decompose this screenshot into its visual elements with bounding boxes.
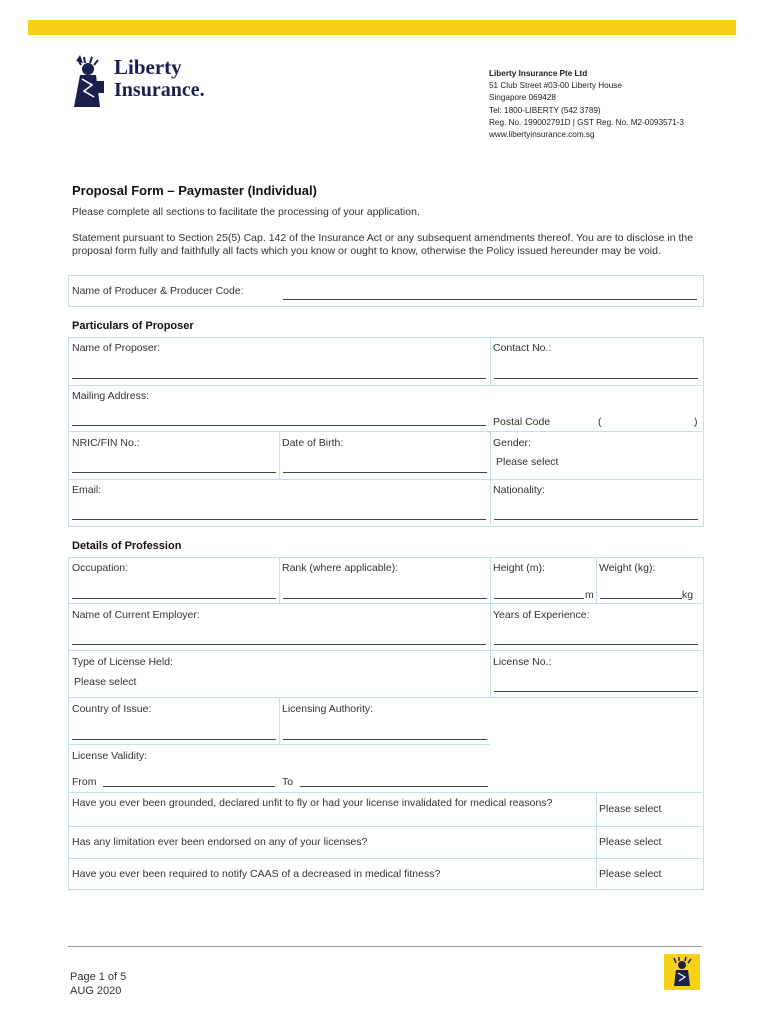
form-statement: Statement pursuant to Section 25(5) Cap. 142 of the Insurance Act or any subsequent amendments thereof. You are to disclose in the proposal form fully and faithfully all facts which you know or ought to know, otherwise the Policy issued hereunder may be void. — [72, 232, 694, 257]
company-address-1: 51 Club Street #03-00 Liberty House — [489, 81, 622, 91]
proposer-name-label: Name of Proposer: — [72, 342, 161, 354]
nric-label: NRIC/FIN No.: — [72, 437, 140, 449]
divider — [68, 826, 702, 827]
company-details — [489, 68, 684, 141]
country-label: Country of Issue: — [72, 703, 152, 715]
authority-input[interactable] — [283, 739, 487, 740]
from-label: From — [72, 776, 97, 788]
company-web: www.libertyinsurance.com.sg — [489, 130, 595, 140]
producer-input[interactable] — [283, 299, 697, 300]
nationality-input[interactable] — [494, 519, 698, 520]
divider — [279, 697, 280, 744]
license-type-select[interactable]: Please select — [74, 676, 137, 688]
occupation-input[interactable] — [72, 598, 276, 599]
proposer-box — [68, 337, 704, 527]
experience-input[interactable] — [494, 644, 698, 645]
top-accent-bar — [28, 20, 736, 35]
license-no-input[interactable] — [494, 691, 698, 692]
experience-label: Years of Experience: — [493, 609, 590, 621]
contact-input[interactable] — [494, 378, 698, 379]
divider — [68, 431, 702, 432]
divider — [68, 792, 702, 793]
validity-label: License Validity: — [72, 750, 148, 762]
question-caas: Have you ever been required to notify CAAS of a decreased in medical fitness? — [72, 868, 441, 880]
divider — [68, 697, 702, 698]
weight-unit: kg — [682, 589, 694, 601]
postal-input[interactable]: ) — [694, 416, 698, 428]
dob-input[interactable] — [283, 472, 487, 473]
to-label: To — [282, 776, 294, 788]
producer-label: Name of Producer & Producer Code: — [72, 285, 244, 297]
proposer-heading: Particulars of Proposer — [72, 320, 194, 332]
to-input[interactable] — [300, 786, 488, 787]
question-grounded-select[interactable]: Please select — [599, 803, 662, 815]
proposer-name-input[interactable] — [72, 378, 486, 379]
divider — [596, 557, 597, 603]
divider — [490, 431, 491, 525]
logo-line-1: Liberty — [114, 55, 182, 79]
question-limitation: Has any limitation ever been endorsed on any of your licenses? — [72, 836, 368, 848]
gender-select[interactable]: Please select — [496, 456, 559, 468]
rank-label: Rank (where applicable): — [282, 562, 399, 574]
gender-label: Gender: — [493, 437, 531, 449]
nationality-label: Nationality: — [493, 484, 545, 496]
nric-input[interactable] — [72, 472, 276, 473]
question-limitation-select[interactable]: Please select — [599, 836, 662, 848]
contact-label: Contact No.: — [493, 342, 552, 354]
statue-of-liberty-icon — [68, 55, 112, 111]
height-input[interactable] — [494, 598, 584, 599]
weight-input[interactable] — [600, 598, 682, 599]
dob-label: Date of Birth: — [282, 437, 344, 449]
rank-input[interactable] — [283, 598, 487, 599]
authority-label: Licensing Authority: — [282, 703, 374, 715]
divider — [68, 603, 702, 604]
license-type-label: Type of License Held: — [72, 656, 173, 668]
height-label: Height (m): — [493, 562, 545, 574]
divider — [596, 792, 597, 888]
logo-line-2: Insurance. — [114, 79, 205, 101]
postal-open-paren: ( — [598, 416, 602, 428]
form-title: Proposal Form – Paymaster (Individual) — [72, 183, 317, 198]
company-reg: Reg. No. 199002791D | GST Reg. No. M2-0093571-3 — [489, 117, 684, 127]
footer-date: AUG 2020 — [70, 985, 122, 997]
liberty-logo — [68, 55, 218, 113]
occupation-label: Occupation: — [72, 562, 129, 574]
employer-label: Name of Current Employer: — [72, 609, 200, 621]
company-name: Liberty Insurance Pte Ltd — [489, 69, 588, 78]
divider — [490, 337, 491, 385]
company-address-2: Singapore 069428 — [489, 93, 556, 103]
footer-divider — [68, 946, 702, 947]
from-input[interactable] — [103, 786, 275, 787]
height-unit: m — [585, 589, 594, 601]
divider — [279, 431, 280, 479]
email-input[interactable] — [72, 519, 486, 520]
divider — [68, 744, 490, 745]
license-no-label: License No.: — [493, 656, 552, 668]
statue-of-liberty-icon — [664, 954, 700, 990]
divider — [68, 479, 702, 480]
country-input[interactable] — [72, 739, 276, 740]
liberty-badge — [664, 954, 700, 990]
mailing-label: Mailing Address: — [72, 390, 150, 402]
divider — [68, 650, 702, 651]
postal-label: Postal Code — [493, 416, 551, 428]
company-tel: Tel: 1800-LIBERTY (542 3789) — [489, 105, 601, 115]
page-number: Page 1 of 5 — [70, 971, 127, 983]
email-label: Email: — [72, 484, 102, 496]
question-grounded: Have you ever been grounded, declared unfit to fly or had your license invalidated for medical reasons? — [72, 797, 553, 809]
footer — [70, 970, 126, 998]
divider — [279, 557, 280, 603]
mailing-input[interactable] — [72, 425, 486, 426]
weight-label: Weight (kg): — [599, 562, 656, 574]
divider — [68, 858, 702, 859]
employer-input[interactable] — [72, 644, 486, 645]
logo-wordmark — [114, 55, 205, 101]
divider — [490, 557, 491, 697]
form-intro: Please complete all sections to facilitate the processing of your application. — [72, 206, 420, 218]
question-caas-select[interactable]: Please select — [599, 868, 662, 880]
profession-heading: Details of Profession — [72, 540, 182, 552]
divider — [68, 385, 702, 386]
